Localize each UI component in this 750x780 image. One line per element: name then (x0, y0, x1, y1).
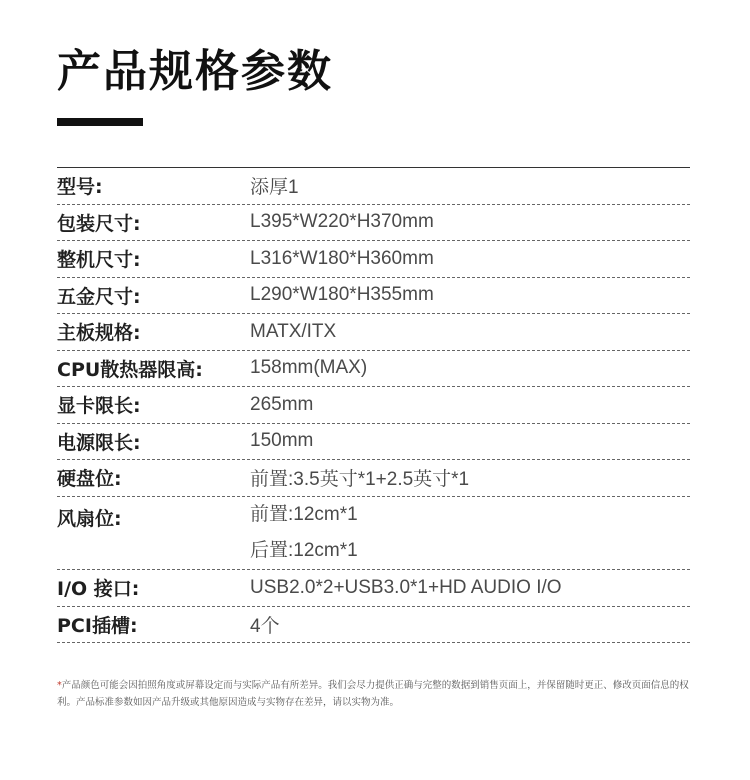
spec-row (57, 278, 690, 315)
spec-table (57, 167, 690, 643)
spec-value: MATX/ITX (250, 320, 337, 342)
spec-value: L316*W180*H360mm (250, 247, 434, 269)
spec-value: 158mm(MAX) (250, 357, 368, 379)
spec-label: 包装尺寸: (57, 212, 141, 235)
spec-values (250, 357, 367, 379)
spec-values (250, 211, 434, 233)
spec-values (250, 430, 313, 452)
spec-label: PCI插槽: (57, 614, 138, 637)
spec-row (57, 570, 690, 607)
spec-row (57, 607, 690, 644)
spec-value: L395*W220*H370mm (250, 211, 434, 233)
spec-values (250, 611, 280, 638)
spec-values (250, 394, 313, 416)
spec-value: USB2.0*2+USB3.0*1+HD AUDIO I/O (250, 576, 562, 598)
spec-value: 添厚1 (250, 177, 299, 199)
spec-label: 五金尺寸: (57, 285, 141, 308)
spec-value: 前置:3.5英寸*1+2.5英寸*1 (250, 469, 470, 491)
spec-values (250, 284, 434, 306)
spec-value: L290*W180*H355mm (250, 284, 434, 306)
spec-value: 150mm (250, 430, 314, 452)
spec-row (57, 351, 690, 388)
footnote (57, 677, 697, 711)
spec-row (57, 314, 690, 351)
spec-label: 型号: (57, 176, 103, 199)
spec-values (250, 248, 434, 270)
spec-label: I/O 接口: (57, 578, 140, 601)
spec-row (57, 241, 690, 278)
spec-values (250, 321, 336, 343)
spec-row (57, 205, 690, 242)
spec-label: 硬盘位: (57, 468, 122, 491)
page-title: 产品规格参数 (57, 46, 333, 97)
spec-row (57, 387, 690, 424)
spec-values (250, 577, 562, 599)
spec-label: 显卡限长: (57, 395, 141, 418)
spec-label: 整机尺寸: (57, 249, 141, 272)
title-underline-bar (57, 118, 143, 126)
footnote-mark: * (57, 680, 62, 691)
spec-label: CPU散热器限高: (57, 358, 203, 381)
spec-value: 后置:12cm*1 (250, 539, 358, 561)
footnote-text: 产品颜色可能会因拍照角度或屏幕设定而与实际产品有所差异。我们会尽力提供正确与完整的数据到销售页面上，并保留随时更正、修改页面信息的权利。产品标准参数如因产品升级或其他原因造成与实物存在差异，请以实物为准。 (57, 680, 689, 708)
spec-value: 265mm (250, 393, 314, 415)
spec-values (250, 497, 358, 569)
spec-values (250, 464, 469, 491)
spec-row (57, 497, 690, 571)
spec-label: 风扇位: (57, 507, 122, 530)
spec-value: 前置:12cm*1 (250, 503, 358, 525)
spec-values (250, 172, 299, 199)
spec-label: 主板规格: (57, 322, 141, 345)
spec-value: 4个 (250, 615, 280, 637)
spec-row (57, 424, 690, 461)
spec-row (57, 460, 690, 497)
spec-row (57, 168, 690, 205)
spec-label: 电源限长: (57, 431, 141, 454)
